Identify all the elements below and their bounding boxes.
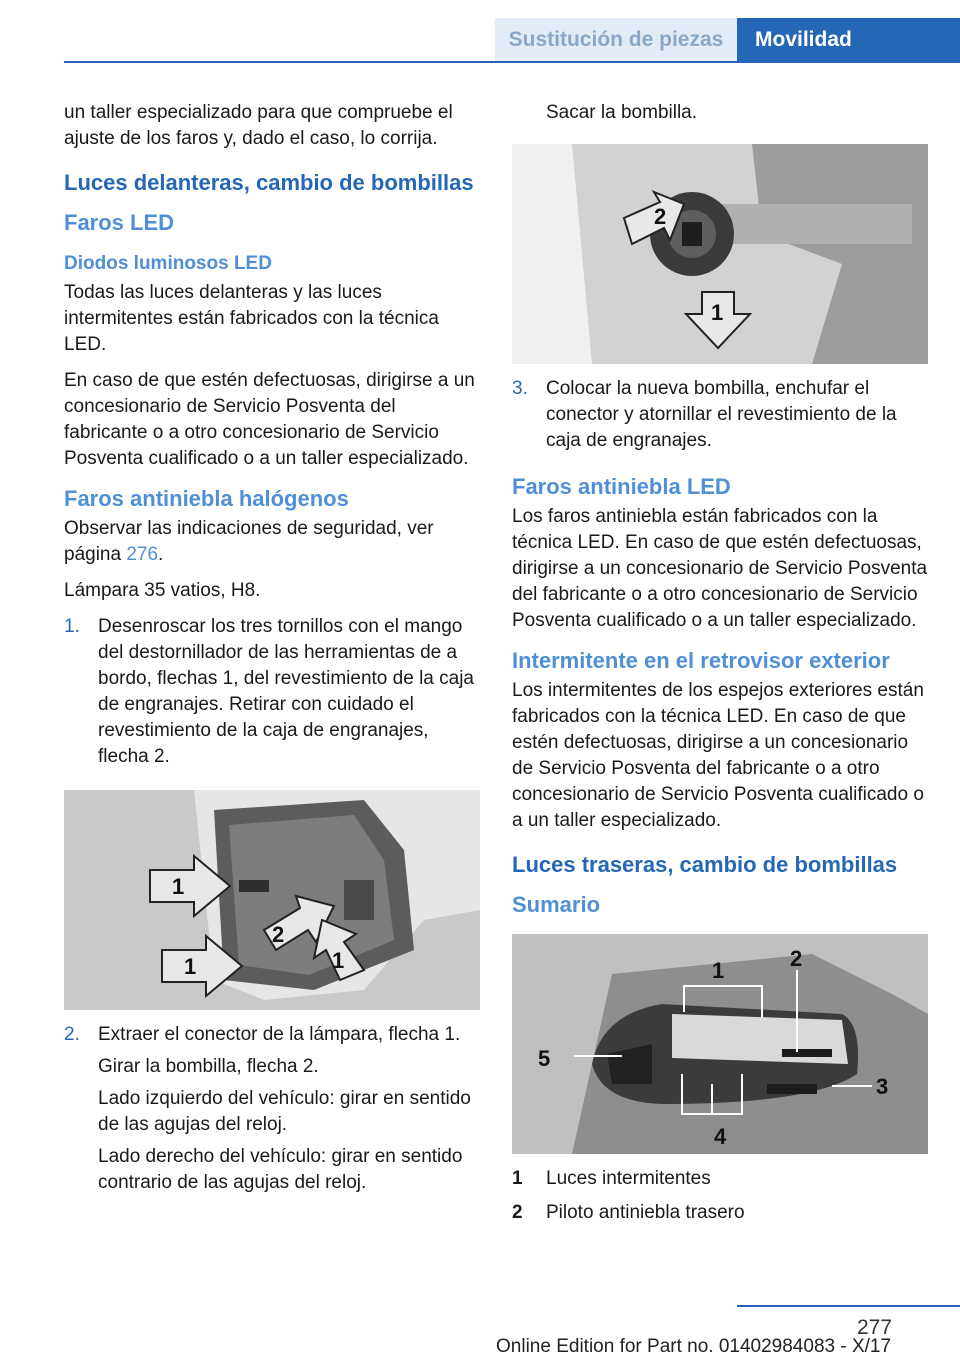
footer-rule	[737, 1305, 960, 1307]
step-text: Colocar la nueva bombilla, enchufar el conector y atornillar el revestimiento de la caja de engranajes.	[546, 378, 897, 451]
fig3-label: 2	[790, 946, 803, 971]
legend-item	[512, 1166, 930, 1192]
heading-fog-led: Faros antiniebla LED	[512, 474, 731, 499]
fig3-label: 5	[538, 1046, 551, 1071]
legend-text: Luces intermitentes	[546, 1168, 711, 1189]
heading-mirror-indicator: Intermitente en el retrovisor exterior	[512, 648, 890, 673]
fig1-label: 1	[172, 874, 185, 899]
step-2	[64, 1022, 482, 1202]
remove-bulb-text: Sacar la bombilla.	[546, 102, 698, 123]
fig3-label: 3	[876, 1074, 889, 1099]
heading-front-lights: Luces delanteras, cambio de bombillas	[64, 170, 474, 195]
subheading-led-diodes: Diodos luminosos LED	[64, 253, 272, 274]
figure-rear-light-overview	[512, 934, 928, 1154]
fig3-label: 1	[712, 958, 725, 983]
figure-gearbox-cover	[64, 790, 480, 1010]
fig1-label: 1	[184, 954, 197, 979]
fig2-label: 2	[654, 204, 667, 229]
left-column	[64, 100, 482, 1208]
step-3	[512, 376, 930, 460]
fig3-label: 4	[714, 1124, 727, 1149]
lamp-spec: Lámpara 35 vatios, H8.	[64, 580, 261, 601]
page-header	[0, 0, 960, 62]
step-number: 2.	[64, 1024, 80, 1045]
safety-reference: Observar las indicaciones de seguridad, ver página 276.	[64, 518, 434, 565]
legend-number: 2	[512, 1202, 523, 1223]
page-link[interactable]: 276	[126, 544, 159, 565]
led-paragraph-1: Todas las luces delanteras y las luces intermitentes están fabricados con la técnica LED.	[64, 282, 439, 355]
page-number: 277	[857, 1316, 893, 1339]
led-paragraph-2: En caso de que estén defectuosas, dirigirse a un concesionario de Servicio Posventa del fabricante o a otro concesionario de Servicio Posventa cualificado o a un taller especializado.	[64, 370, 475, 469]
step-text: Extraer el conector de la lámpara, flecha 1.	[98, 1024, 461, 1045]
heading-led-headlights: Faros LED	[64, 210, 175, 235]
step-number: 1.	[64, 616, 80, 637]
mirror-paragraph: Los intermitentes de los espejos exteriores están fabricados con la técnica LED. En caso de que estén defectuosas, dirigirse a un concesionario de Servicio Posventa del fabricante o a otro concesionario de Servicio Posventa cualificado o a un taller especializado.	[512, 680, 924, 831]
right-column	[512, 100, 930, 1234]
heading-fog-halogen: Faros antiniebla halógenos	[64, 486, 349, 511]
step-text: Lado derecho del vehículo: girar en sentido contrario de las agujas del reloj.	[98, 1146, 463, 1193]
legend-number: 1	[512, 1168, 523, 1189]
legend-text: Piloto antiniebla trasero	[546, 1202, 745, 1223]
step-text: Girar la bombilla, flecha 2.	[98, 1056, 319, 1077]
step-text: Desenroscar los tres tornillos con el mango del destornillador de las herramientas de a bordo, flechas 1, del revestimiento de la caja de engranajes. Retirar con cuidado el revestimiento de la caja de engranajes, flecha 2.	[98, 616, 474, 767]
heading-rear-lights: Luces traseras, cambio de bombillas	[512, 852, 898, 877]
fog-led-paragraph: Los faros antiniebla están fabricados con la técnica LED. En caso de que estén defectuosas, dirigirse a un concesionario de Servicio Posventa del fabricante o a otro concesionario de Servicio Posventa cualificado o a un taller especializado.	[512, 506, 928, 631]
edition-line: Online Edition for Part no. 01402984083 - X/17	[496, 1336, 892, 1357]
fig1-label: 2	[272, 922, 285, 947]
chapter-tab[interactable]: Movilidad	[737, 18, 960, 62]
intro-paragraph: un taller especializado para que compruebe el ajuste de los faros y, dado el caso, lo corrija.	[64, 102, 453, 149]
section-tab[interactable]: Sustitución de piezas	[495, 18, 737, 62]
header-rule	[64, 61, 960, 63]
step-text: Lado izquierdo del vehículo: girar en sentido de las agujas del reloj.	[98, 1088, 471, 1135]
fig2-label: 1	[711, 300, 724, 325]
fig1-label: 1	[332, 948, 345, 973]
heading-summary: Sumario	[512, 892, 601, 917]
legend-item	[512, 1200, 930, 1226]
figure-bulb-removal	[512, 144, 928, 364]
step-1	[64, 614, 482, 776]
step-number: 3.	[512, 378, 528, 399]
